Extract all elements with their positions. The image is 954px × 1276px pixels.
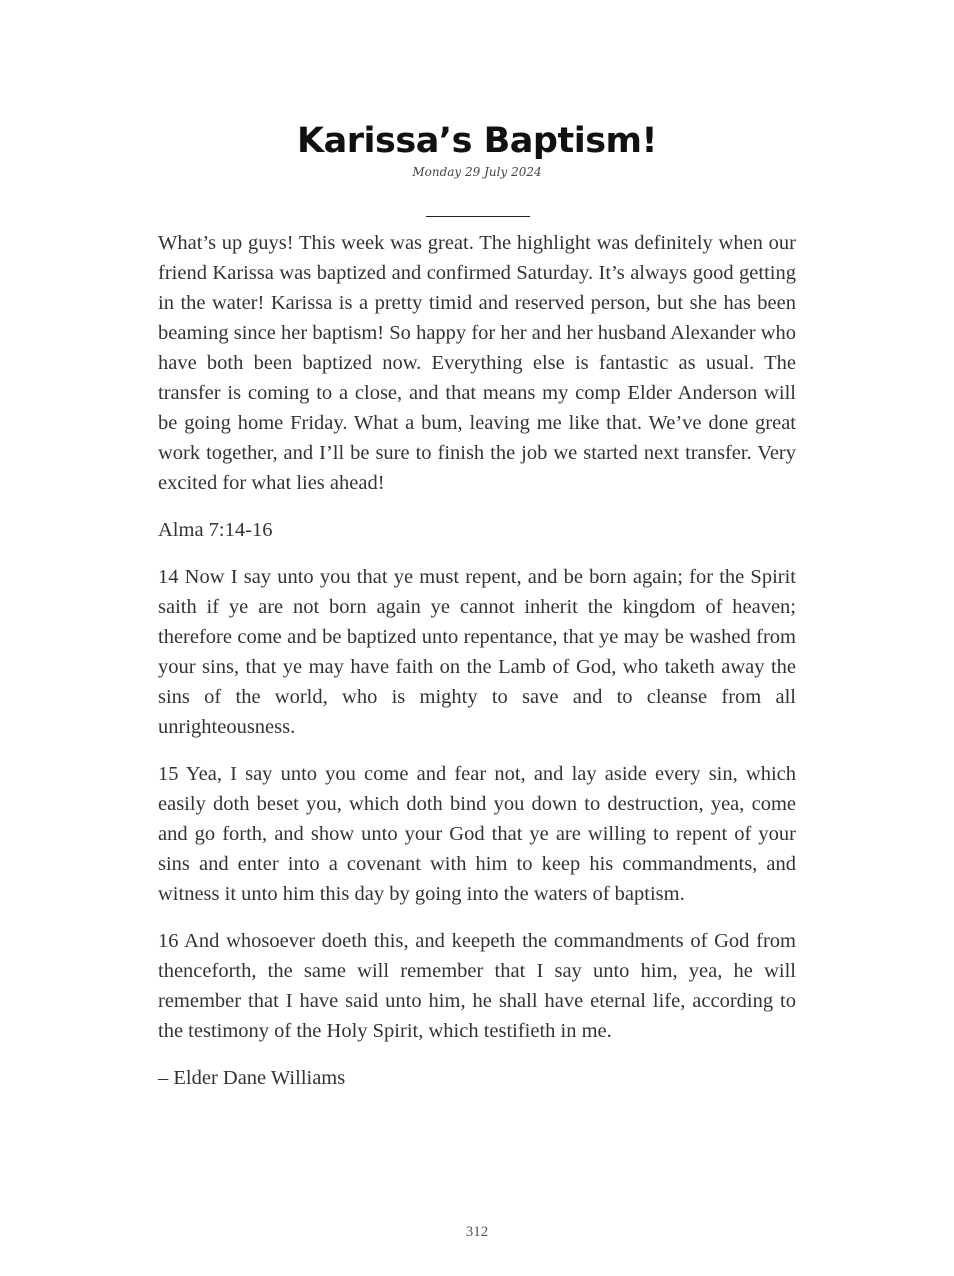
intro-paragraph: What’s up guys! This week was great. The highlight was definitely when our friend Karissa was baptized and confirmed Saturday. It’s always good getting in the water! Karissa is a pretty timid and reserved person, but she has been beaming since her baptism! So happy for her and her husband Alexander who have both been baptized now. Everything else is fantastic as usual. The transfer is coming to a close, and that means my comp Elder Anderson will be going home Friday. What a bum, leaving me like that. We’ve done great work together, and I’ll be sure to finish the job we started next transfer. Very excited for what lies ahead! <box>158 232 796 494</box>
verse-14: 14 Now I say unto you that ye must repent, and be born again; for the Spirit saith if ye are not born again ye cannot inherit the kingdom of heaven; therefore come and be baptized unto repentance, that ye may be washed from your sins, that ye may have faith on the Lamb of God, who taketh away the sins of the world, who is mighty to save and to cleanse from all unrighteousness. <box>158 566 796 738</box>
verse-16: 16 And whosoever doeth this, and keepeth the commandments of God from thenceforth, the same will remember that I say unto him, yea, he will remember that I have said unto him, he shall have eternal life, according to the testimony of the Holy Spirit, which testifieth in me. <box>158 930 796 1042</box>
page-title: Karissa’s Baptism! <box>297 121 657 161</box>
verse-15: 15 Yea, I say unto you come and fear not, and lay aside every sin, which easily doth beset you, which doth bind you down to destruction, yea, come and go forth, and show unto your God that ye are willing to repent of your sins and enter into a covenant with him to keep his commandments, and witness it unto him this day by going into the waters of baptism. <box>158 763 796 905</box>
signature: – Elder Dane Williams <box>158 1067 346 1089</box>
page-number: 312 <box>465 1224 489 1240</box>
title-divider <box>426 216 530 217</box>
post-date: Monday 29 July 2024 <box>412 165 542 179</box>
scripture-reference: Alma 7:14-16 <box>158 519 273 541</box>
article-body <box>158 228 796 1110</box>
